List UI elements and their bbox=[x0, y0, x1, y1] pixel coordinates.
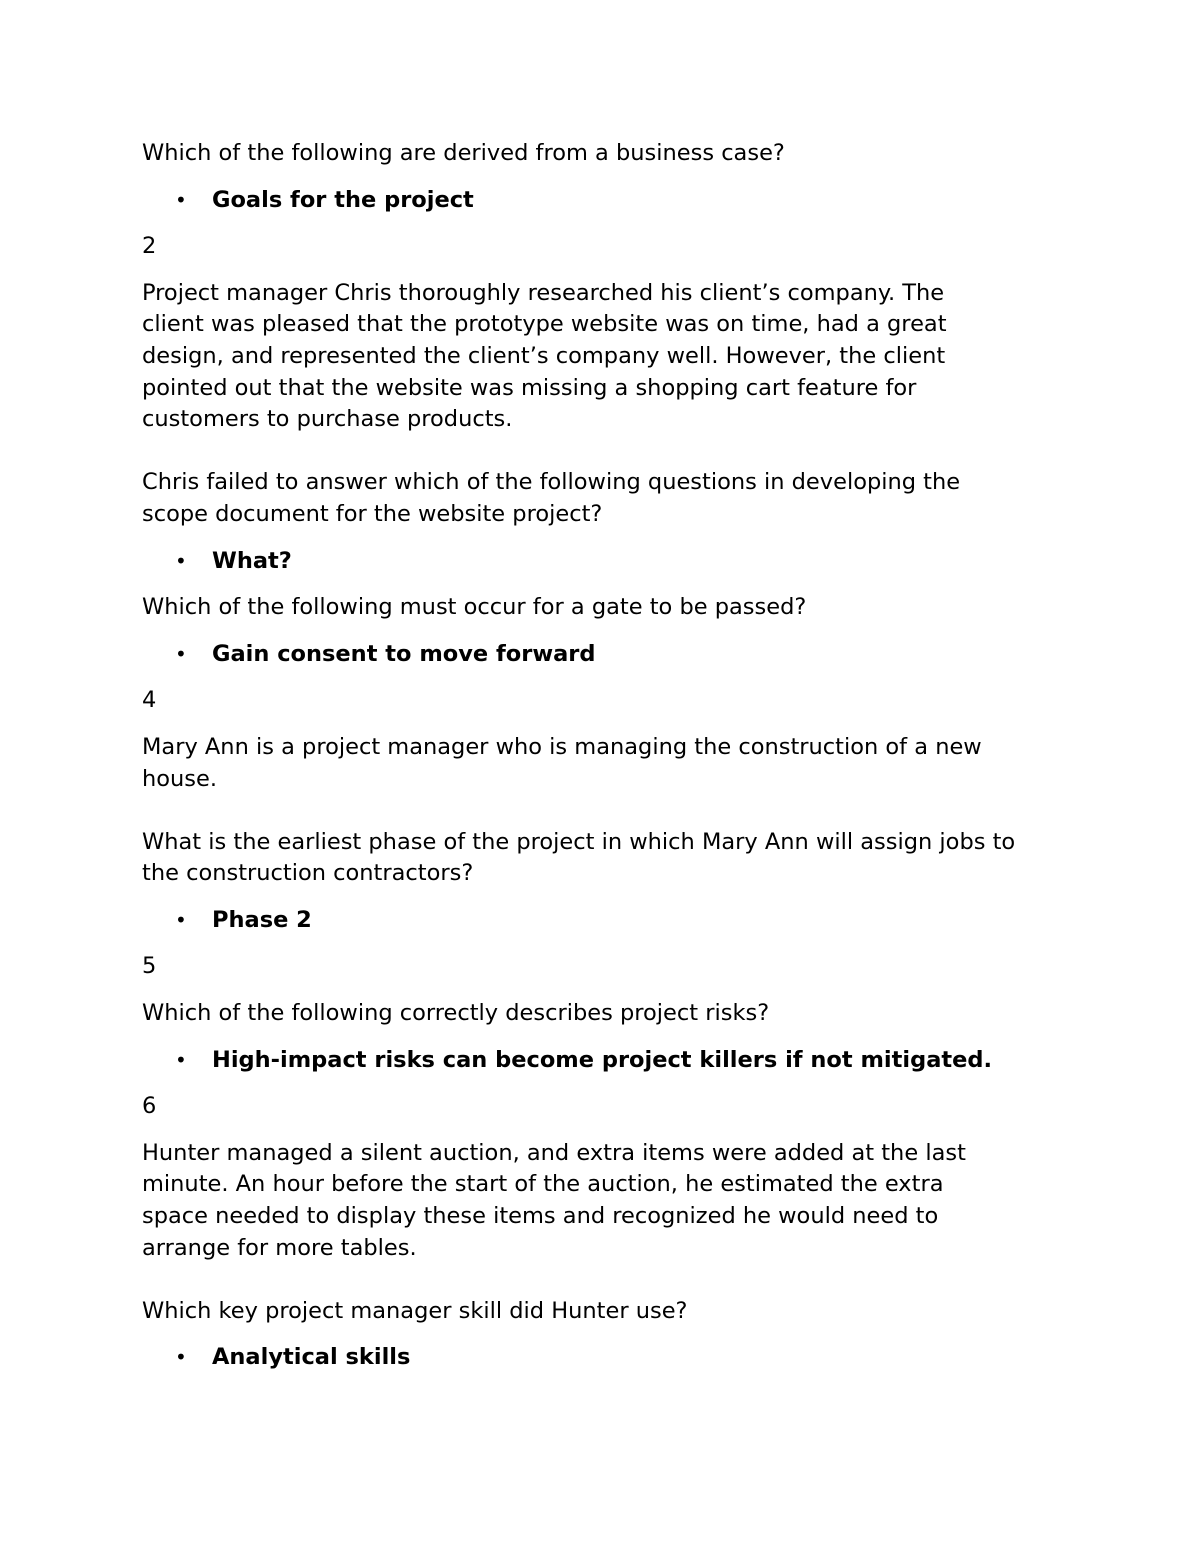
answer-6-text: Analytical skills bbox=[212, 1344, 411, 1371]
answer-3 bbox=[142, 639, 1072, 671]
bullet-icon: • bbox=[175, 1047, 187, 1072]
answer-4-text: Phase 2 bbox=[212, 906, 312, 933]
question-6-text: Which key project manager skill did Hunter use? bbox=[142, 1297, 688, 1324]
answer-5-text: High-impact risks can become project killers if not mitigated. bbox=[212, 1046, 993, 1073]
bullet-icon: • bbox=[175, 187, 187, 212]
document-page bbox=[142, 138, 1072, 1389]
answer-1 bbox=[142, 185, 1072, 217]
question-4-text: What is the earliest phase of the project in which Mary Ann will assign jobs to the construction contractors? bbox=[142, 828, 1016, 887]
bullet-icon: • bbox=[175, 1345, 187, 1370]
question-2-text: Chris failed to answer which of the following questions in developing the scope document for the website project? bbox=[142, 469, 961, 527]
question-4-scenario: Mary Ann is a project manager who is managing the construction of a new house. bbox=[142, 733, 982, 792]
answer-4 bbox=[142, 905, 1072, 937]
question-6-scenario: Hunter managed a silent auction, and extra items were added at the last minute. An hour before the start of the auction, he estimated the extra space needed to display these items and recognized he would need to arrange for more tables. bbox=[142, 1139, 966, 1261]
answer-3-text: Gain consent to move forward bbox=[212, 640, 596, 667]
answer-6 bbox=[142, 1342, 1072, 1374]
bullet-icon: • bbox=[175, 907, 187, 932]
question-5-number: 5 bbox=[142, 953, 157, 980]
bullet-icon: • bbox=[175, 641, 187, 666]
answer-1-text: Goals for the project bbox=[212, 186, 474, 213]
question-2-number: 2 bbox=[142, 233, 157, 260]
question-3-text: Which of the following must occur for a gate to be passed? bbox=[142, 594, 807, 621]
question-6-number: 6 bbox=[142, 1093, 157, 1120]
question-4-number: 4 bbox=[142, 687, 157, 714]
answer-5 bbox=[142, 1045, 1072, 1077]
answer-2 bbox=[142, 546, 1072, 578]
question-5-text: Which of the following correctly describes project risks? bbox=[142, 1000, 770, 1027]
bullet-icon: • bbox=[175, 548, 187, 573]
question-2-scenario: Project manager Chris thoroughly researched his client’s company. The client was pleased that the prototype website was on time, had a great design, and represented the client’s company well. However, the client pointed out that the website was missing a shopping cart feature for customers to purchase products. bbox=[142, 279, 947, 433]
question-1-text: Which of the following are derived from a business case? bbox=[142, 140, 785, 166]
answer-2-text: What? bbox=[212, 547, 292, 574]
